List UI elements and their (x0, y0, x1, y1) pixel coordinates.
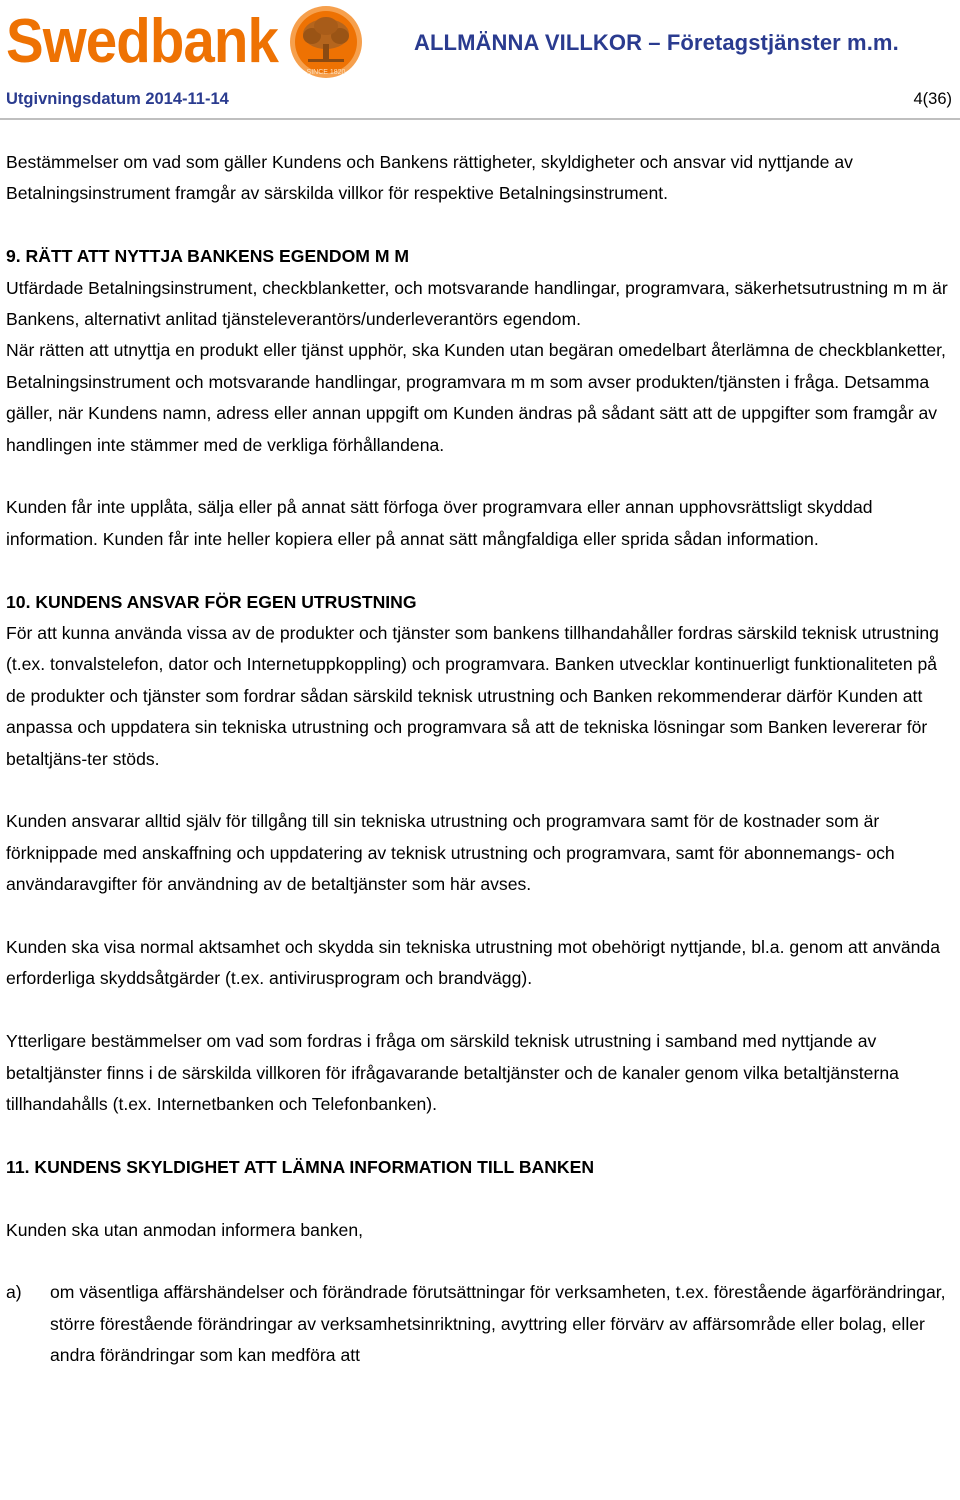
header-divider (0, 118, 960, 120)
paragraph-10a: För att kunna använda vissa av de produkter och tjänster som bankens tillhandahåller fordras särskild teknisk utrustning (t.ex. tonvalstelefon, dator och Internetuppkoppling) och programvara. Banken utvecklar kontinuerligt funktionaliteten på de produkter och tjänster som fordrar sådan särskild teknisk utrustning och Banken rekommenderar därför Kunden att anpassa och uppdatera sin tekniska utrustning och programvara så att de tekniska lösningar som Banken levererar för betaltjäns-ter stöds. (6, 623, 939, 769)
paragraph-11a: Kunden ska utan anmodan informera banken, (6, 1219, 364, 1240)
paragraph-10b: Kunden ansvarar alltid själv för tillgång till sin tekniska utrustning och programvara samt för de kostnader som är förknippade med anskaffning och uppdatering av teknisk utrustning och programvara, samt för abonnemangs- och användaravgifter för användning av de betaltjänster som här avses. (6, 811, 895, 895)
spacer (6, 775, 956, 806)
spacer (6, 995, 956, 1026)
section-heading-10 (6, 587, 956, 618)
paragraph-10d: Ytterligare bestämmelser om vad som fordras i fråga om särskild teknisk utrustning i samband med nyttjande av betaltjänster finns i de särskilda villkoren för ifrågavarande betaltjänster och de kanaler genom vilka betaltjänsterna tillhandahålls (t.ex. Internetbanken och Telefonbanken). (6, 1031, 899, 1115)
spacer (6, 461, 956, 492)
spacer (6, 210, 956, 241)
spacer (6, 1246, 956, 1277)
list-item-text: om väsentliga affärshändelser och förändrade förutsättningar för verksamheten, t.ex. förestående ägarförändringar, större förestående förändringar av verksamhetsinriktning, avyttring eller förvärv av affärsområde eller bolag, eller andra förändringar som kan medföra att (50, 1282, 946, 1366)
document-title: ALLMÄNNA VILLKOR – Företagstjänster m.m. (414, 30, 899, 55)
paragraph-9a: Utfärdade Betalningsinstrument, checkblanketter, och motsvarande handlingar, programvara, säkerhetsutrustning m m är Bankens, alternativt anlitad tjänsteleverantörs/underleverantörs egendom. (6, 277, 948, 330)
page-header (0, 0, 960, 122)
page-number: 4(36) (913, 90, 952, 108)
document-body (6, 147, 956, 1372)
spacer (6, 1183, 956, 1214)
spacer (6, 555, 956, 586)
paragraph-9b: När rätten att utnyttja en produkt eller tjänst upphör, ska Kunden utan begäran omedelbart återlämna de checkblanketter, Betalningsinstrument och motsvarande handlingar, programvara m m som avser produkten/tjänsten i fråga. Detsamma gäller, när Kundens namn, adress eller annan uppgift om Kunden ändras på sådant sätt att de uppgifter som framgår av handlingen inte stämmer med de verkliga förhållandena. (6, 340, 946, 455)
svg-text:SINCE 1820: SINCE 1820 (306, 69, 346, 76)
list-item (6, 1277, 956, 1371)
oak-tree-icon (290, 6, 362, 78)
logo-wordmark: Swedbank (6, 7, 280, 76)
issue-date: Utgivningsdatum 2014-11-14 (6, 90, 229, 108)
paragraph-10c: Kunden ska visa normal aktsamhet och skydda sin tekniska utrustning mot obehörigt nyttjande, bl.a. genom att använda erforderliga skyddsåtgärder (t.ex. antivirusprogram och brandvägg). (6, 937, 940, 989)
meta-line (0, 86, 960, 120)
paragraph-intro: Bestämmelser om vad som gäller Kundens och Bankens rättigheter, skyldigheter och ansvar vid nyttjande av Betalningsinstrument framgår av särskilda villkor för respektive Betalningsinstrument. (6, 152, 853, 204)
heading-10-text: 10. KUNDENS ANSVAR FÖR EGEN UTRUSTNING (6, 591, 417, 612)
spacer (6, 901, 956, 932)
spacer (6, 1121, 956, 1152)
section-heading-11: 11. KUNDENS SKYLDIGHET ATT LÄMNA INFORMATION TILL BANKEN (6, 1156, 595, 1177)
swedbank-logo (6, 2, 366, 82)
paragraph-9c: Kunden får inte upplåta, sälja eller på annat sätt förfoga över programvara eller annan upphovsrättsligt skyddad information. Kunden får inte heller kopiera eller på annat sätt mångfaldiga eller sprida sådan information. (6, 497, 873, 549)
section-heading-9: 9. RÄTT ATT NYTTJA BANKENS EGENDOM M M (6, 246, 410, 267)
list-marker: a) (6, 1282, 22, 1303)
